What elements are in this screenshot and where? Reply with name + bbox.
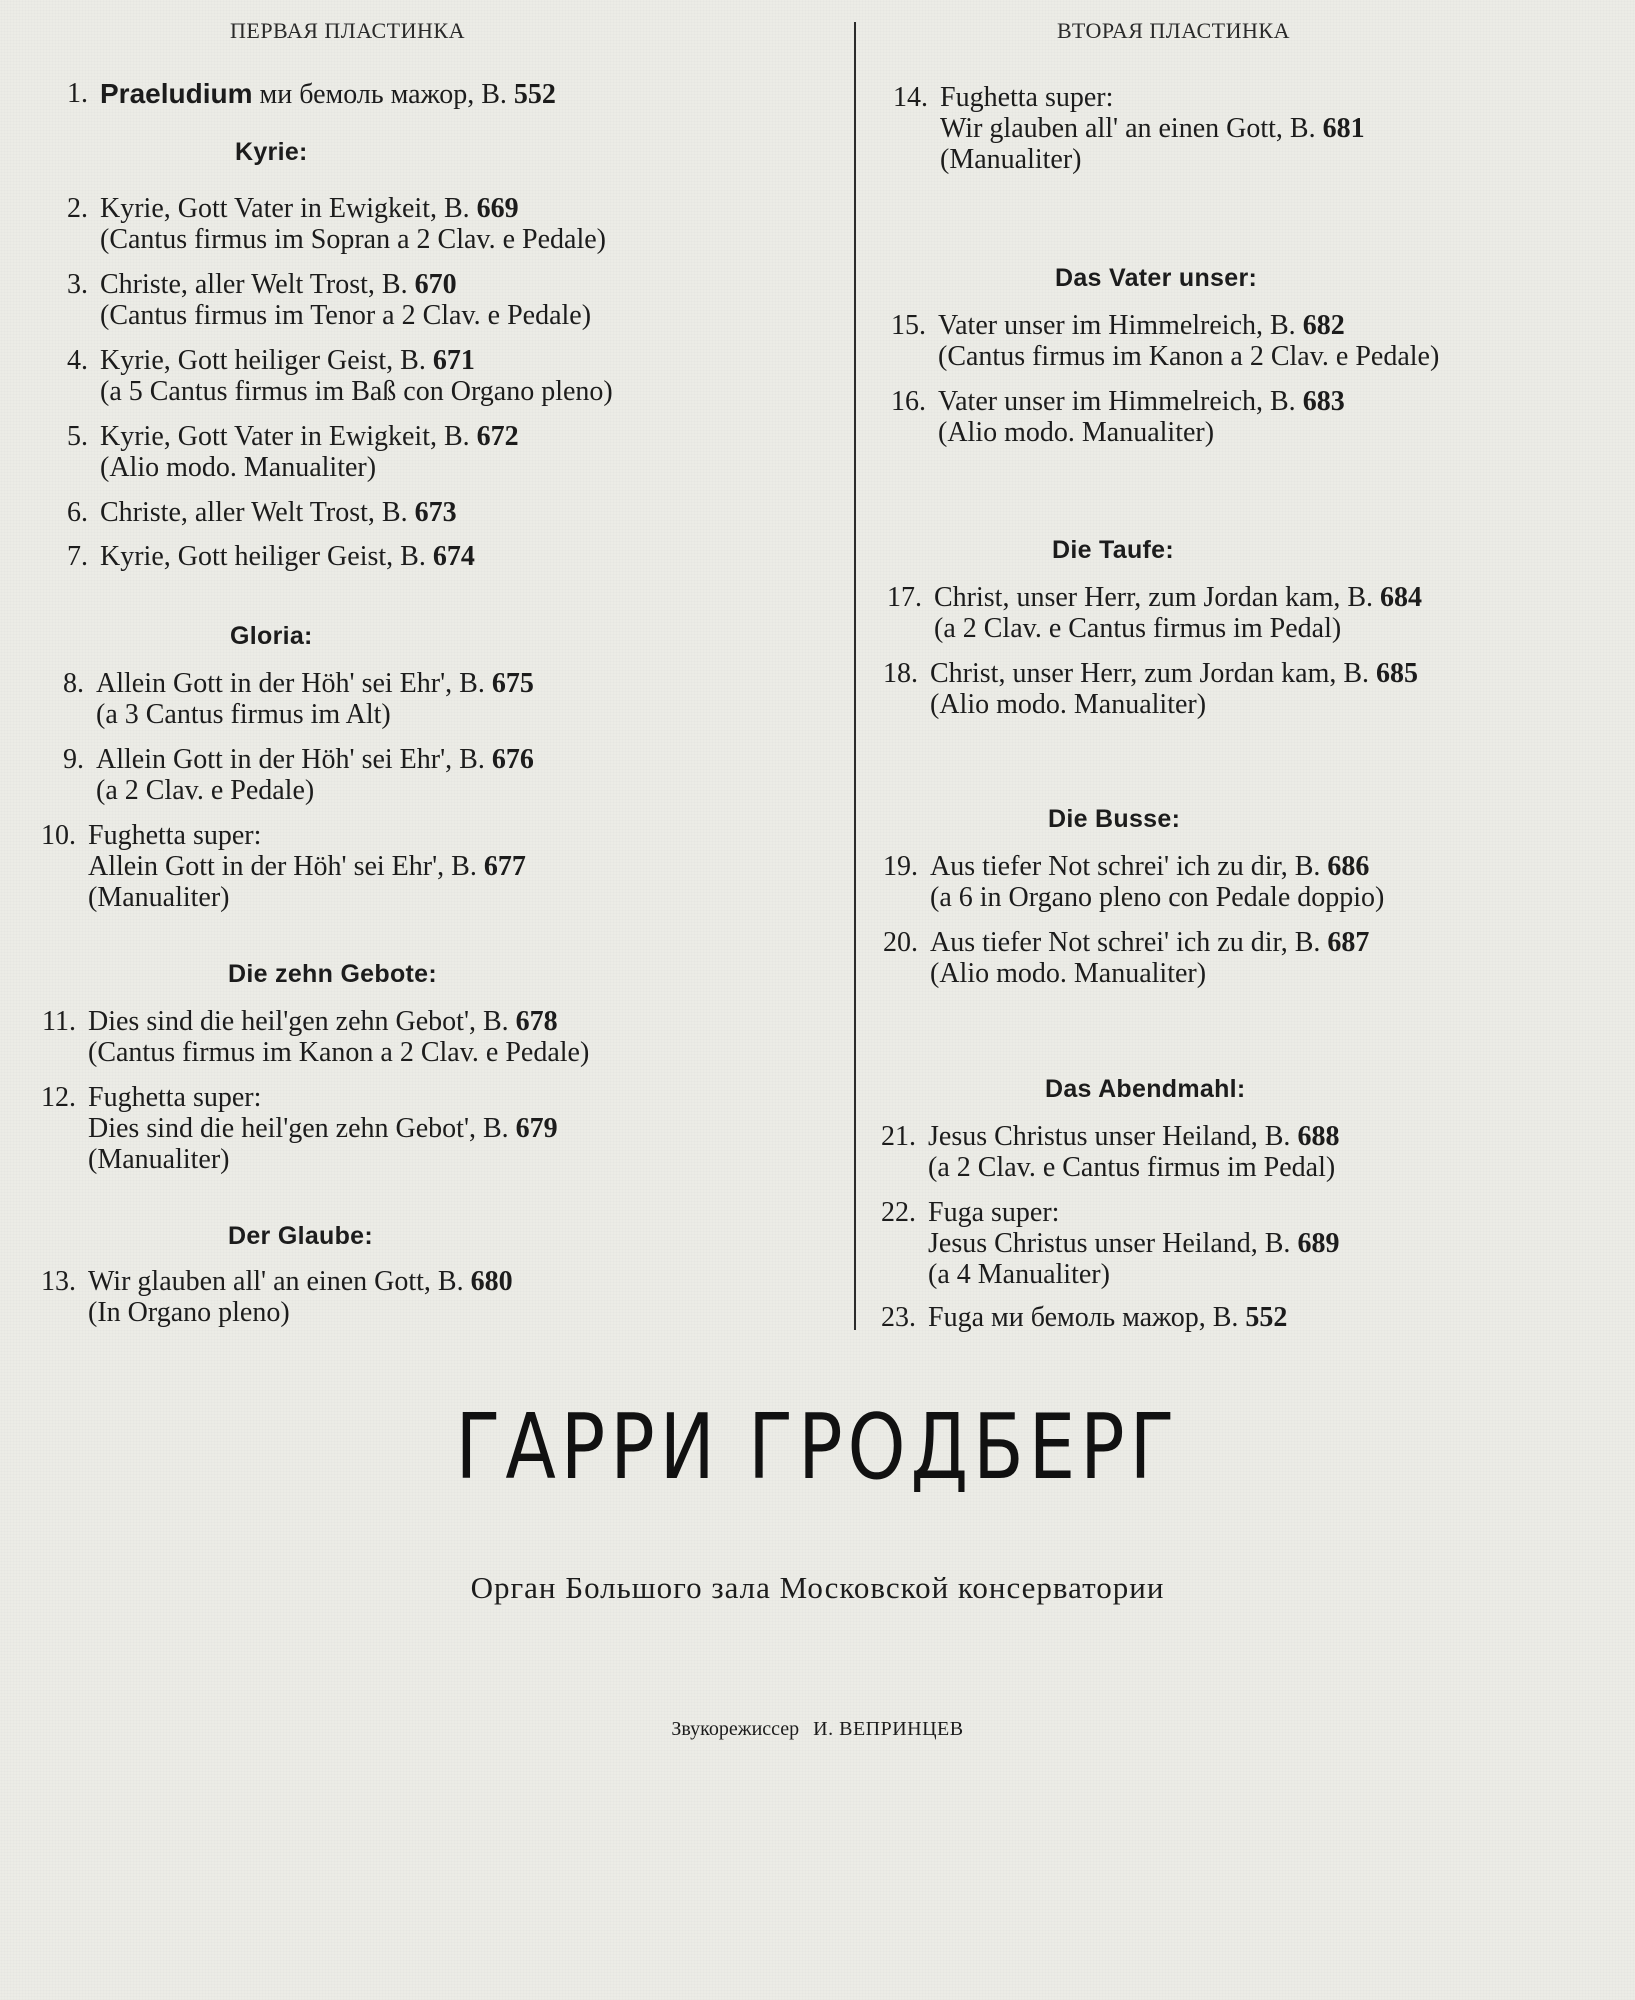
disc-1-heading: ПЕРВАЯ ПЛАСТИНКА <box>230 18 465 43</box>
section-heading: Kyrie: <box>235 138 308 166</box>
track-line-text: (Cantus firmus im Kanon a 2 Clav. e Pedale) <box>88 1037 590 1068</box>
bwv-number: 552 <box>513 79 556 110</box>
track-line-text: Kyrie, Gott Vater in Ewigkeit, B. <box>100 193 477 224</box>
track-detail-line <box>88 1113 558 1144</box>
track-line-text: Kyrie, Gott heiliger Geist, B. <box>100 345 433 376</box>
track-number: 11. <box>42 1006 76 1037</box>
bwv-number: 682 <box>1302 310 1345 341</box>
track-line-text: (a 2 Clav. e Pedale) <box>96 775 315 806</box>
track-title-line <box>938 310 1439 341</box>
track-title-line <box>96 744 534 775</box>
track-detail-line <box>96 699 534 730</box>
artist-name: ГАРРИ ГРОДБЕРГ <box>455 1395 1180 1500</box>
track-number: 6. <box>67 497 88 528</box>
track-line-text: Vater unser im Himmelreich, B. <box>938 310 1303 341</box>
track-detail-line <box>928 1259 1339 1290</box>
track-line-text: Christe, aller Welt Trost, B. <box>100 269 415 300</box>
track-title-line <box>88 1082 558 1113</box>
track-line-text: (Cantus firmus im Kanon a 2 Clav. e Pedale) <box>938 341 1440 372</box>
track-number: 9. <box>63 744 84 775</box>
column-divider <box>854 22 856 1330</box>
track-number: 20. <box>883 927 918 958</box>
bwv-number: 670 <box>414 269 457 300</box>
track-text <box>100 421 519 483</box>
track-number: 1. <box>67 78 88 109</box>
sound-engineer-label: Звукорежиссер <box>671 1718 800 1740</box>
track-number: 8. <box>63 668 84 699</box>
track-text <box>100 541 475 572</box>
track-text <box>938 310 1439 372</box>
track-text <box>930 851 1384 913</box>
section-heading: Gloria: <box>230 622 313 650</box>
track-line-text: (Alio modo. Manualiter) <box>930 958 1207 989</box>
track-number: 12. <box>41 1082 76 1113</box>
track-detail-line <box>928 1228 1339 1259</box>
track-title-line <box>88 1006 589 1037</box>
track-title-line <box>938 386 1345 417</box>
track-line-text: Jesus Christus unser Heiland, B. <box>928 1121 1298 1152</box>
track-text <box>930 927 1369 989</box>
track-title-line <box>100 421 519 452</box>
track-line-text: Kyrie, Gott heiliger Geist, B. <box>100 541 433 572</box>
track-title-line <box>100 78 556 110</box>
track-number: 21. <box>881 1121 916 1152</box>
track-line-text: (In Organo pleno) <box>88 1297 290 1328</box>
section-heading: Die zehn Gebote: <box>228 960 437 988</box>
bwv-number: 674 <box>432 541 475 572</box>
track-line-text: (a 2 Clav. e Cantus firmus im Pedal) <box>928 1152 1336 1183</box>
track-detail-line <box>100 224 606 255</box>
section-heading: Das Vater unser: <box>1055 264 1258 292</box>
track-detail-line <box>96 775 534 806</box>
track-number: 17. <box>887 582 922 613</box>
track-line-text: (Manualiter) <box>940 144 1082 175</box>
track-text <box>88 820 526 913</box>
track-title-line <box>100 345 613 376</box>
bwv-number: 669 <box>476 193 519 224</box>
track-number: 16. <box>891 386 926 417</box>
bwv-number: 684 <box>1380 582 1423 613</box>
track-text <box>100 78 556 110</box>
track-text <box>938 386 1345 448</box>
track-text <box>88 1266 513 1328</box>
track-line-text: Fughetta super: <box>940 82 1114 113</box>
track-line-text: (a 5 Cantus firmus im Baß con Organo pleno) <box>100 376 613 407</box>
track-text <box>96 744 534 806</box>
track-text <box>934 582 1422 644</box>
track-detail-line <box>88 1037 589 1068</box>
track-line-text: (Manualiter) <box>88 1144 230 1175</box>
track-number: 15. <box>891 310 926 341</box>
track-number: 19. <box>883 851 918 882</box>
track-title-line <box>930 927 1369 958</box>
sound-engineer-name: И. ВЕПРИНЦЕВ <box>813 1718 964 1740</box>
track-line-text: Dies sind die heil'gen zehn Gebot', B. <box>88 1113 516 1144</box>
track-title-line <box>88 820 526 851</box>
section-heading: Die Busse: <box>1048 805 1181 833</box>
track-title-line <box>928 1121 1339 1152</box>
track-title-line <box>100 193 606 224</box>
track-detail-line <box>938 417 1345 448</box>
track-text <box>96 668 534 730</box>
bwv-number: 552 <box>1245 1302 1288 1333</box>
track-number: 3. <box>67 269 88 300</box>
track-text <box>928 1121 1339 1183</box>
track-line-text: Kyrie, Gott Vater in Ewigkeit, B. <box>100 421 477 452</box>
bwv-number: 688 <box>1297 1121 1340 1152</box>
track-detail-line <box>100 376 613 407</box>
track-line-text: Jesus Christus unser Heiland, B. <box>928 1228 1298 1259</box>
track-detail-line <box>930 689 1418 720</box>
track-line-text: Wir glauben all' an einen Gott, B. <box>88 1266 471 1297</box>
bwv-number: 679 <box>515 1113 558 1144</box>
sound-engineer-credit <box>0 1718 1635 1741</box>
track-number: 2. <box>67 193 88 224</box>
track-detail-line <box>938 341 1439 372</box>
track-title-line <box>100 497 457 528</box>
bwv-number: 685 <box>1376 658 1419 689</box>
section-heading: Das Abendmahl: <box>1045 1075 1246 1103</box>
track-line-text: Christe, aller Welt Trost, B. <box>100 497 415 528</box>
bwv-number: 687 <box>1327 927 1370 958</box>
track-line-text: Fughetta super: <box>88 820 262 851</box>
bwv-number: 678 <box>515 1006 558 1037</box>
bwv-number: 680 <box>470 1266 513 1297</box>
track-line-text: Fuga super: <box>928 1197 1060 1228</box>
track-number: 4. <box>67 345 88 376</box>
track-detail-line <box>940 144 1365 175</box>
bwv-number: 672 <box>476 421 519 452</box>
track-title-line <box>100 269 591 300</box>
track-title-line <box>88 1266 513 1297</box>
track-detail-line <box>930 882 1384 913</box>
bwv-number: 686 <box>1327 851 1370 882</box>
track-text <box>100 345 613 407</box>
track-number: 7. <box>67 541 88 572</box>
disc-2-heading: ВТОРАЯ ПЛАСТИНКА <box>1057 18 1290 43</box>
track-detail-line <box>100 300 591 331</box>
track-line-text: Fughetta super: <box>88 1082 262 1113</box>
track-line-text: Allein Gott in der Höh' sei Ehr', B. <box>88 851 484 882</box>
track-line-text: (a 3 Cantus firmus im Alt) <box>96 699 391 730</box>
track-text <box>928 1302 1287 1333</box>
track-line-text: Fuga ми бемоль мажор, В. <box>928 1302 1246 1333</box>
track-line-text: (a 2 Clav. e Cantus firmus im Pedal) <box>934 613 1342 644</box>
track-text <box>100 193 606 255</box>
track-line-text: (Alio modo. Manualiter) <box>938 417 1215 448</box>
track-line-text: (Alio modo. Manualiter) <box>100 452 377 483</box>
track-number: 22. <box>881 1197 916 1228</box>
track-line-text: (Manualiter) <box>88 882 230 913</box>
track-number: 10. <box>41 820 76 851</box>
venue-line: Орган Большого зала Московской консерватории <box>470 1570 1165 1605</box>
track-detail-line <box>928 1152 1339 1183</box>
track-text <box>928 1197 1339 1290</box>
track-line-text: (Cantus firmus im Sopran a 2 Clav. e Pedale) <box>100 224 606 255</box>
track-title-line <box>934 582 1422 613</box>
track-line-text: Allein Gott in der Höh' sei Ehr', B. <box>96 668 492 699</box>
track-detail-line <box>88 851 526 882</box>
track-text <box>100 269 591 331</box>
track-title-bold: Praeludium <box>100 78 253 109</box>
track-detail-line <box>100 452 519 483</box>
track-line-text: Dies sind die heil'gen zehn Gebot', B. <box>88 1006 516 1037</box>
bwv-number: 671 <box>432 345 475 376</box>
track-text <box>930 658 1418 720</box>
track-line-text: Aus tiefer Not schrei' ich zu dir, B. <box>930 927 1328 958</box>
track-number: 5. <box>67 421 88 452</box>
track-detail-line <box>88 1297 513 1328</box>
track-line-text: Christ, unser Herr, zum Jordan kam, B. <box>930 658 1377 689</box>
track-line-text: ми бемоль мажор, В. <box>252 79 514 110</box>
track-title-line <box>100 541 475 572</box>
bwv-number: 683 <box>1302 386 1345 417</box>
track-line-text: Christ, unser Herr, zum Jordan kam, B. <box>934 582 1381 613</box>
track-text <box>940 82 1365 175</box>
track-line-text: Allein Gott in der Höh' sei Ehr', B. <box>96 744 492 775</box>
track-line-text: (a 4 Manualiter) <box>928 1259 1110 1290</box>
track-detail-line <box>934 613 1422 644</box>
track-text <box>88 1082 558 1175</box>
track-title-line <box>928 1302 1287 1333</box>
track-line-text: (a 6 in Organo pleno con Pedale doppio) <box>930 882 1385 913</box>
section-heading: Die Taufe: <box>1052 536 1174 564</box>
track-number: 14. <box>893 82 928 113</box>
track-detail-line <box>88 882 526 913</box>
track-number: 13. <box>41 1266 76 1297</box>
track-line-text: Vater unser im Himmelreich, B. <box>938 386 1303 417</box>
track-line-text: Wir glauben all' an einen Gott, B. <box>940 113 1323 144</box>
track-number: 23. <box>881 1302 916 1333</box>
track-title-line <box>940 82 1365 113</box>
track-title-line <box>928 1197 1339 1228</box>
track-title-line <box>930 658 1418 689</box>
track-line-text: (Alio modo. Manualiter) <box>930 689 1207 720</box>
bwv-number: 676 <box>491 744 534 775</box>
track-text <box>88 1006 589 1068</box>
bwv-number: 677 <box>483 851 526 882</box>
track-line-text: (Cantus firmus im Tenor a 2 Clav. e Pedale) <box>100 300 592 331</box>
bwv-number: 689 <box>1297 1228 1340 1259</box>
bwv-number: 681 <box>1322 113 1365 144</box>
track-text <box>100 497 457 528</box>
bwv-number: 675 <box>491 668 534 699</box>
track-detail-line <box>940 113 1365 144</box>
track-number: 18. <box>883 658 918 689</box>
section-heading: Der Glaube: <box>228 1222 373 1250</box>
track-line-text: Aus tiefer Not schrei' ich zu dir, B. <box>930 851 1328 882</box>
track-title-line <box>930 851 1384 882</box>
bwv-number: 673 <box>414 497 457 528</box>
track-title-line <box>96 668 534 699</box>
track-detail-line <box>88 1144 558 1175</box>
track-detail-line <box>930 958 1369 989</box>
